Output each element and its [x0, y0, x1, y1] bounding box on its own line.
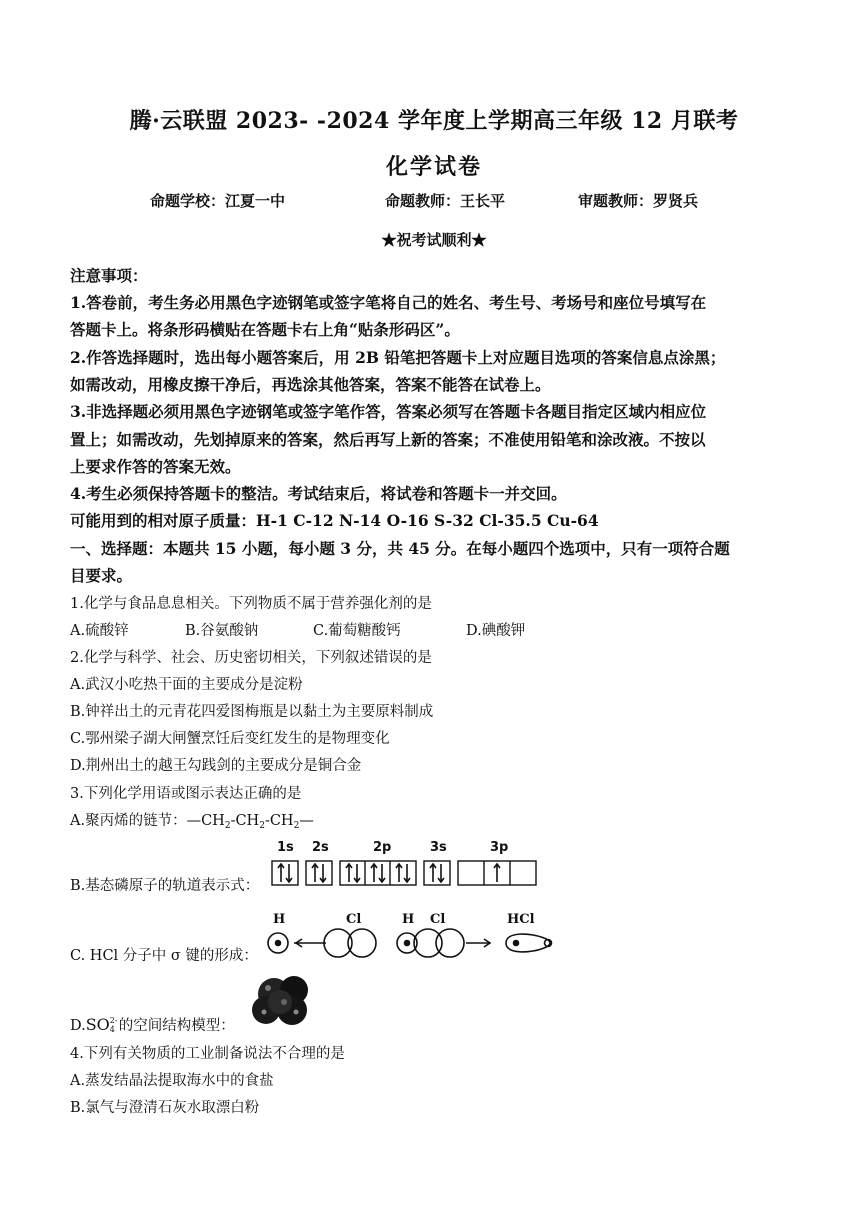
q1-option-c: C.葡萄糖酸钙	[313, 623, 401, 639]
q2-stem: 2.化学与科学、社会、历史密切相关，下列叙述错误的是	[70, 650, 432, 666]
q4-option-a: A.蒸发结晶法提取海水中的食盐	[70, 1073, 274, 1089]
note-2b: 如需改动，用橡皮擦干净后，再选涂其他答案，答案不能答在试卷上。	[70, 375, 551, 394]
orbital-diagram	[270, 858, 542, 888]
sigma-label-hcl: HCl	[507, 912, 535, 927]
section-1-heading-cont: 目要求。	[70, 566, 133, 585]
q1-option-b: B.谷氨酸钠	[185, 623, 259, 639]
q2-option-b: B.钟祥出土的元青花四爱图梅瓶是以黏土为主要原料制成	[70, 704, 434, 720]
orbital-box-3s	[424, 861, 450, 885]
q3-option-c: C. HCl 分子中 σ 键的形成：	[70, 948, 258, 964]
orbital-label-1s: 1s	[277, 840, 294, 855]
q3-option-a: A.聚丙烯的链节：$—CH_2-CH_2-CH_2—$	[70, 813, 314, 831]
wish-text: ★祝考试顺利★	[381, 231, 487, 249]
school-label: 命题学校：江夏一中	[150, 192, 286, 210]
exam-title: 腾·云联盟 2023- -2024 学年度上学期高三年级 12 月联考	[129, 108, 739, 134]
note-2a: 2.作答选择题时，选出每小题答案后，用 2B 铅笔把答题卡上对应题目选项的答案信息点涂黑；	[70, 348, 726, 367]
reviewer-label: 审题教师：罗贤兵	[578, 192, 699, 210]
q4-option-b: B.氯气与澄清石灰水取漂白粉	[70, 1100, 260, 1116]
q3-option-b: B.基态磷原子的轨道表示式：	[70, 878, 260, 894]
q1-option-a: A.硫酸锌	[70, 623, 129, 639]
q2-option-c: C.鄂州梁子湖大闸蟹烹饪后变红发生的是物理变化	[70, 731, 390, 747]
so4-space-filling-model	[244, 972, 316, 1028]
note-1b: 答题卡上。将条形码横贴在答题卡右上角“贴条形码区”。	[70, 320, 460, 339]
note-3a: 3.非选择题必须用黑色字迹钢笔或签字笔作答，答案必须写在答题卡各题目指定区域内相应位	[70, 402, 707, 421]
exam-subtitle: 化学试卷	[385, 154, 482, 180]
orbital-label-2p: 2p	[373, 840, 392, 855]
electron-arrows	[278, 864, 500, 882]
q3-option-d: D.SO 2- 4 的空间结构模型：	[70, 1015, 235, 1034]
section-1-heading: 一、选择题：本题共 15 小题，每小题 3 分，共 45 分。在每小题四个选项中，只有一项符合题	[70, 539, 730, 558]
author-label: 命题教师：王长平	[385, 192, 506, 210]
orbital-label-3p: 3p	[490, 840, 509, 855]
atomic-masses: 可能用到的相对原子质量：H-1 C-12 N-14 O-16 S-32 Cl-35.5 Cu-64	[70, 511, 599, 530]
q3-stem: 3.下列化学用语或图示表达正确的是	[70, 786, 302, 802]
orbital-label-3s: 3s	[430, 840, 447, 855]
cl-orbital-2a	[414, 929, 442, 957]
note-4: 4.考生必须保持答题卡的整洁。考试结束后，将试卷和答题卡一并交回。	[70, 484, 567, 503]
orbital-box-1s	[272, 861, 298, 885]
orbital-box-2s	[306, 861, 332, 885]
note-1a: 1.答卷前，考生务必用黑色字迹钢笔或签字笔将自己的姓名、考生号、考场号和座位号填写在	[70, 293, 707, 312]
orbital-box-2p	[340, 861, 416, 885]
note-3c: 上要求作答的答案无效。	[70, 457, 241, 476]
sigma-bond-diagram	[262, 926, 558, 960]
sigma-label-h1: H	[273, 912, 286, 927]
q2-option-a: A.武汉小吃热干面的主要成分是淀粉	[70, 677, 303, 693]
q1-option-d: D.碘酸钾	[466, 623, 526, 639]
q4-stem: 4.下列有关物质的工业制备说法不合理的是	[70, 1046, 345, 1062]
sigma-label-cl1: Cl	[346, 912, 362, 927]
sigma-label-cl2: Cl	[430, 912, 446, 927]
q1-stem: 1.化学与食品息息相关。下列物质不属于营养强化剂的是	[70, 596, 432, 612]
hcl-bond-orbital	[506, 934, 550, 952]
orbital-label-2s: 2s	[312, 840, 329, 855]
note-3b: 置上；如需改动，先划掉原来的答案，然后再写上新的答案；不准使用铅笔和涂改液。不按以	[70, 430, 706, 449]
q2-option-d: D.荆州出土的越王勾践剑的主要成分是铜合金	[70, 758, 362, 774]
sigma-label-h2: H	[402, 912, 415, 927]
notes-heading: 注意事项：	[70, 266, 148, 285]
cl-orbital-2b	[436, 929, 464, 957]
